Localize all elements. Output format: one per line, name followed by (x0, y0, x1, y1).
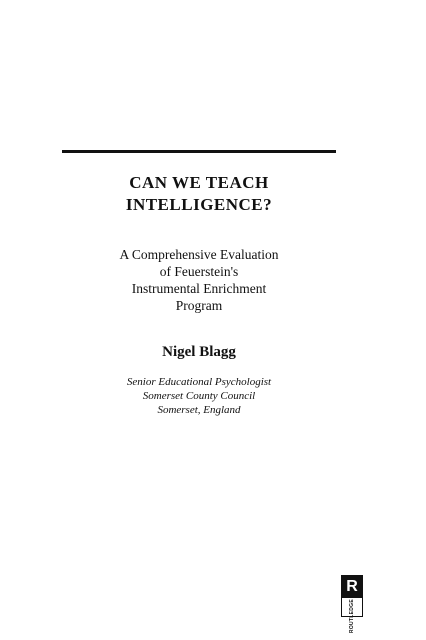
author-affiliation (80, 375, 318, 417)
affiliation-line-1: Senior Educational Psychologist (126, 376, 272, 388)
affiliation-line-3: Somerset, England (157, 404, 241, 416)
affiliation-line-2: Somerset County Council (142, 390, 256, 402)
title-line-1: CAN WE TEACH (129, 173, 269, 192)
publisher-name: ROUTLEDGE (349, 599, 355, 634)
publisher-logo (341, 575, 363, 634)
subtitle-line-4: Program (175, 298, 223, 313)
subtitle-line-2: of Feuerstein's (159, 264, 239, 279)
subtitle-line-3: Instrumental Enrichment (131, 281, 267, 296)
title-rule (62, 150, 336, 153)
book-subtitle (80, 246, 318, 314)
subtitle-line-1: A Comprehensive Evaluation (119, 247, 279, 262)
book-title (80, 172, 318, 216)
routledge-logo-icon: R (342, 576, 362, 598)
author-name: Nigel Blagg (162, 344, 236, 360)
title-line-2: INTELLIGENCE? (125, 195, 273, 214)
